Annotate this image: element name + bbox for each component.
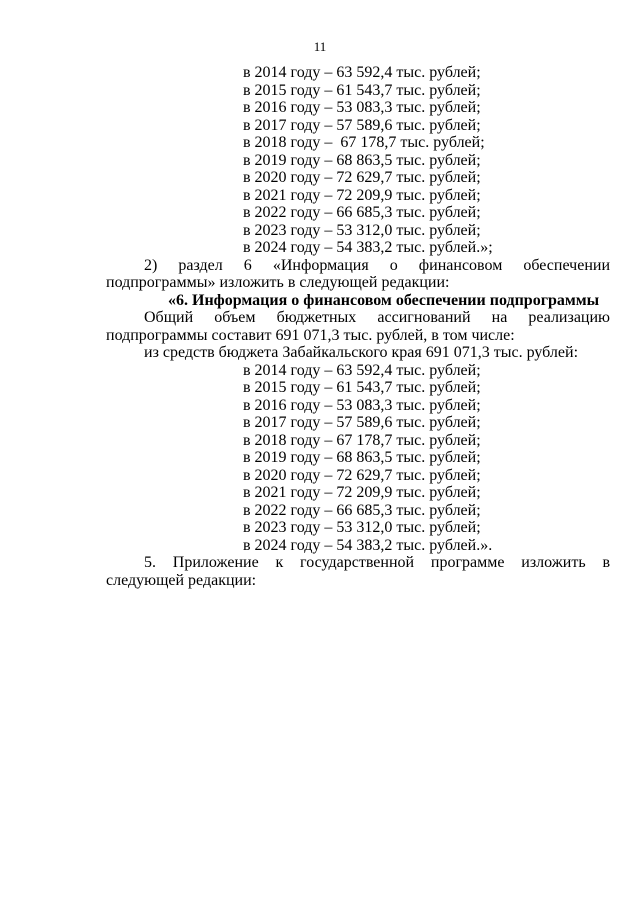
page-number: 11 xyxy=(313,39,327,54)
funding-by-year-list-1 xyxy=(243,64,610,257)
list-item: в 2022 году – 66 685,3 тыс. рублей; xyxy=(243,501,481,519)
list-item: в 2021 году – 72 209,9 тыс. рублей; xyxy=(243,186,481,204)
regional-budget-line: из средств бюджета Забайкальского края 691 071,3 тыс. рублей: xyxy=(144,344,579,361)
list-item: в 2016 году – 53 083,3 тыс. рублей; xyxy=(243,396,481,414)
list-item: в 2018 году – 67 178,7 тыс. рублей; xyxy=(243,431,481,449)
list-item: в 2023 году – 53 312,0 тыс. рублей; xyxy=(243,519,481,536)
list-item: в 2019 году – 68 863,5 тыс. рублей; xyxy=(243,151,481,169)
list-item: в 2022 году – 66 685,3 тыс. рублей; xyxy=(243,204,481,221)
list-item: в 2015 году – 61 543,7 тыс. рублей; xyxy=(243,81,481,99)
list-item: в 2023 году – 53 312,0 тыс. рублей; xyxy=(243,221,481,239)
list-item: в 2024 году – 54 383,2 тыс. рублей.»; xyxy=(243,239,493,256)
list-item: в 2019 году – 68 863,5 тыс. рублей; xyxy=(243,449,481,466)
list-item: в 2015 году – 61 543,7 тыс. рублей; xyxy=(243,379,481,396)
list-item: в 2014 году – 63 592,4 тыс. рублей; xyxy=(243,361,481,379)
list-item: в 2020 году – 72 629,7 тыс. рублей; xyxy=(243,169,481,186)
list-item: в 2014 году – 63 592,4 тыс. рублей; xyxy=(243,64,481,81)
item-5-paragraph: 5. Приложение к государственной программе изложить в следующей редакции: xyxy=(106,554,610,589)
list-item: в 2021 году – 72 209,9 тыс. рублей; xyxy=(243,484,481,501)
list-item: в 2024 году – 54 383,2 тыс. рублей.». xyxy=(243,536,493,554)
list-item: в 2020 году – 72 629,7 тыс. рублей; xyxy=(243,466,481,484)
list-item: в 2017 году – 57 589,6 тыс. рублей; xyxy=(243,116,481,134)
list-item: в 2017 году – 57 589,6 тыс. рублей; xyxy=(243,414,481,431)
total-funding-paragraph: Общий объем бюджетных ассигнований на реализацию подпрограммы составит 691 071,3 тыс. рублей, в том числе: xyxy=(106,309,610,344)
list-item: в 2016 году – 53 083,3 тыс. рублей; xyxy=(243,99,481,116)
list-item: в 2018 году – 67 178,7 тыс. рублей; xyxy=(243,134,485,151)
section-heading: «6. Информация о финансовом обеспечении подпрограммы xyxy=(168,291,600,309)
funding-by-year-list-2 xyxy=(243,362,610,555)
document-body xyxy=(106,64,610,589)
item-2-paragraph: 2) раздел 6 «Информация о финансовом обеспечении подпрограммы» изложить в следующей редакции: xyxy=(106,256,610,291)
